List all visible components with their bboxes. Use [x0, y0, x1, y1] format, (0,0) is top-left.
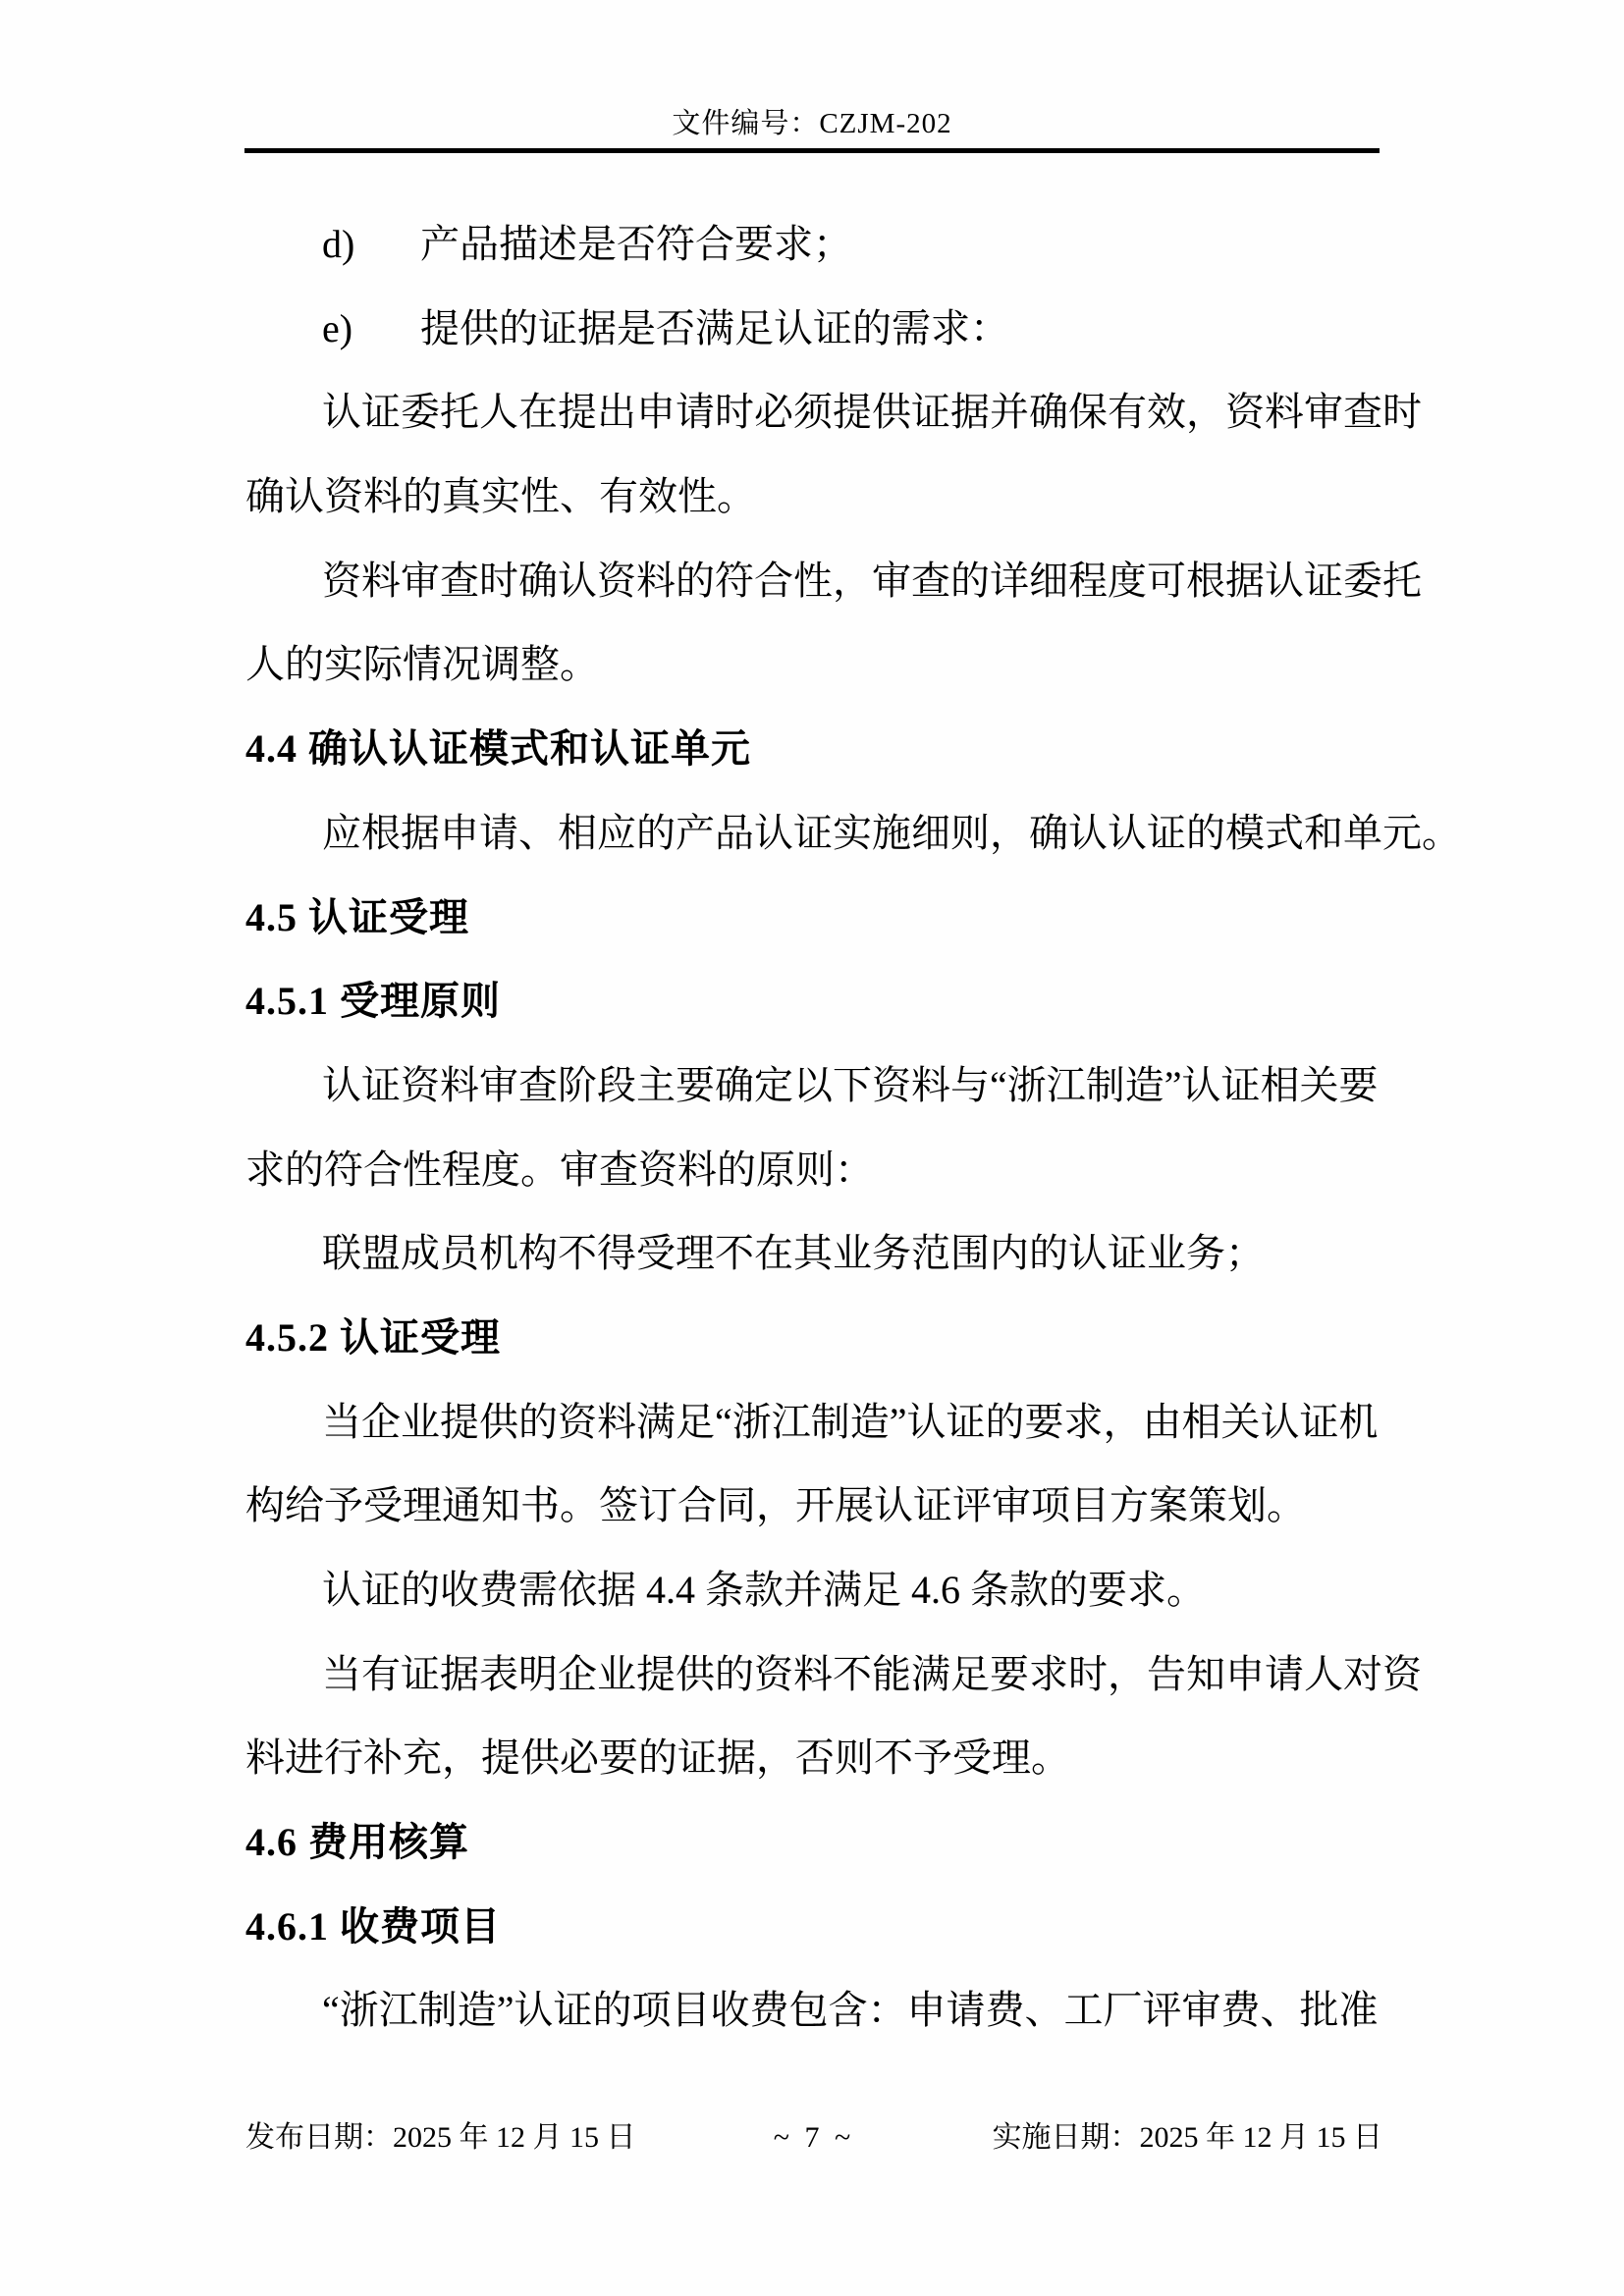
header-rule — [244, 148, 1380, 153]
paragraph-line: 人的实际情况调整。 — [245, 642, 599, 687]
doc-number: 文件编号：CZJM-202 — [672, 108, 952, 139]
document-body — [245, 202, 1483, 2053]
list-item-text: 提供的证据是否满足认证的需求： — [420, 305, 1009, 350]
list-marker: d) — [322, 222, 355, 266]
list-item-text: 产品描述是否符合要求； — [420, 222, 852, 266]
paragraph-line: 当有证据表明企业提供的资料不能满足要求时，告知申请人对资 — [322, 1651, 1422, 1696]
heading-4-5: 4.5 认证受理 — [245, 894, 469, 939]
heading-4-5-2: 4.5.2 认证受理 — [245, 1314, 501, 1360]
paragraph-line: 确认资料的真实性、有效性。 — [245, 474, 756, 519]
page-number: ~ 7 ~ — [773, 2121, 855, 2154]
paragraph-line: 认证的收费需依据 4.4 条款并满足 4.6 条款的要求。 — [322, 1568, 1206, 1612]
list-marker: e) — [322, 305, 353, 350]
paragraph-line: 联盟成员机构不得受理不在其业务范围内的认证业务； — [322, 1231, 1265, 1276]
paragraph-line: “浙江制造”认证的项目收费包含：申请费、工厂评审费、批准 — [322, 1988, 1379, 2033]
heading-4-6: 4.6 费用核算 — [245, 1820, 469, 1865]
heading-4-6-1: 4.6.1 收费项目 — [245, 1903, 501, 1949]
paragraph-line: 应根据申请、相应的产品认证实施细则，确认认证的模式和单元。 — [322, 810, 1461, 855]
list-item-e — [245, 287, 1483, 371]
paragraph-line: 认证委托人在提出申请时必须提供证据并确保有效，资料审查时 — [322, 390, 1422, 435]
release-date: 发布日期：2025 年 12 月 15 日 — [245, 2121, 636, 2154]
heading-4-5-1: 4.5.1 受理原则 — [245, 979, 501, 1024]
paragraph-line: 料进行补充，提供必要的证据，否则不予受理。 — [245, 1735, 1070, 1781]
paragraph-line: 求的符合性程度。审查资料的原则： — [245, 1147, 874, 1192]
paragraph-line: 资料审查时确认资料的符合性，审查的详细程度可根据认证委托 — [322, 558, 1422, 603]
implement-date: 实施日期：2025 年 12 月 15 日 — [992, 2121, 1382, 2154]
paragraph-line: 构给予受理通知书。签订合同，开展认证评审项目方案策划。 — [245, 1483, 1306, 1528]
paragraph-line: 当企业提供的资料满足“浙江制造”认证的要求，由相关认证机 — [322, 1399, 1379, 1444]
paragraph-line: 认证资料审查阶段主要确定以下资料与“浙江制造”认证相关要 — [322, 1062, 1379, 1107]
page-footer — [245, 2116, 1382, 2160]
list-item-d — [245, 202, 1483, 287]
heading-4-4: 4.4 确认认证模式和认证单元 — [245, 726, 751, 772]
